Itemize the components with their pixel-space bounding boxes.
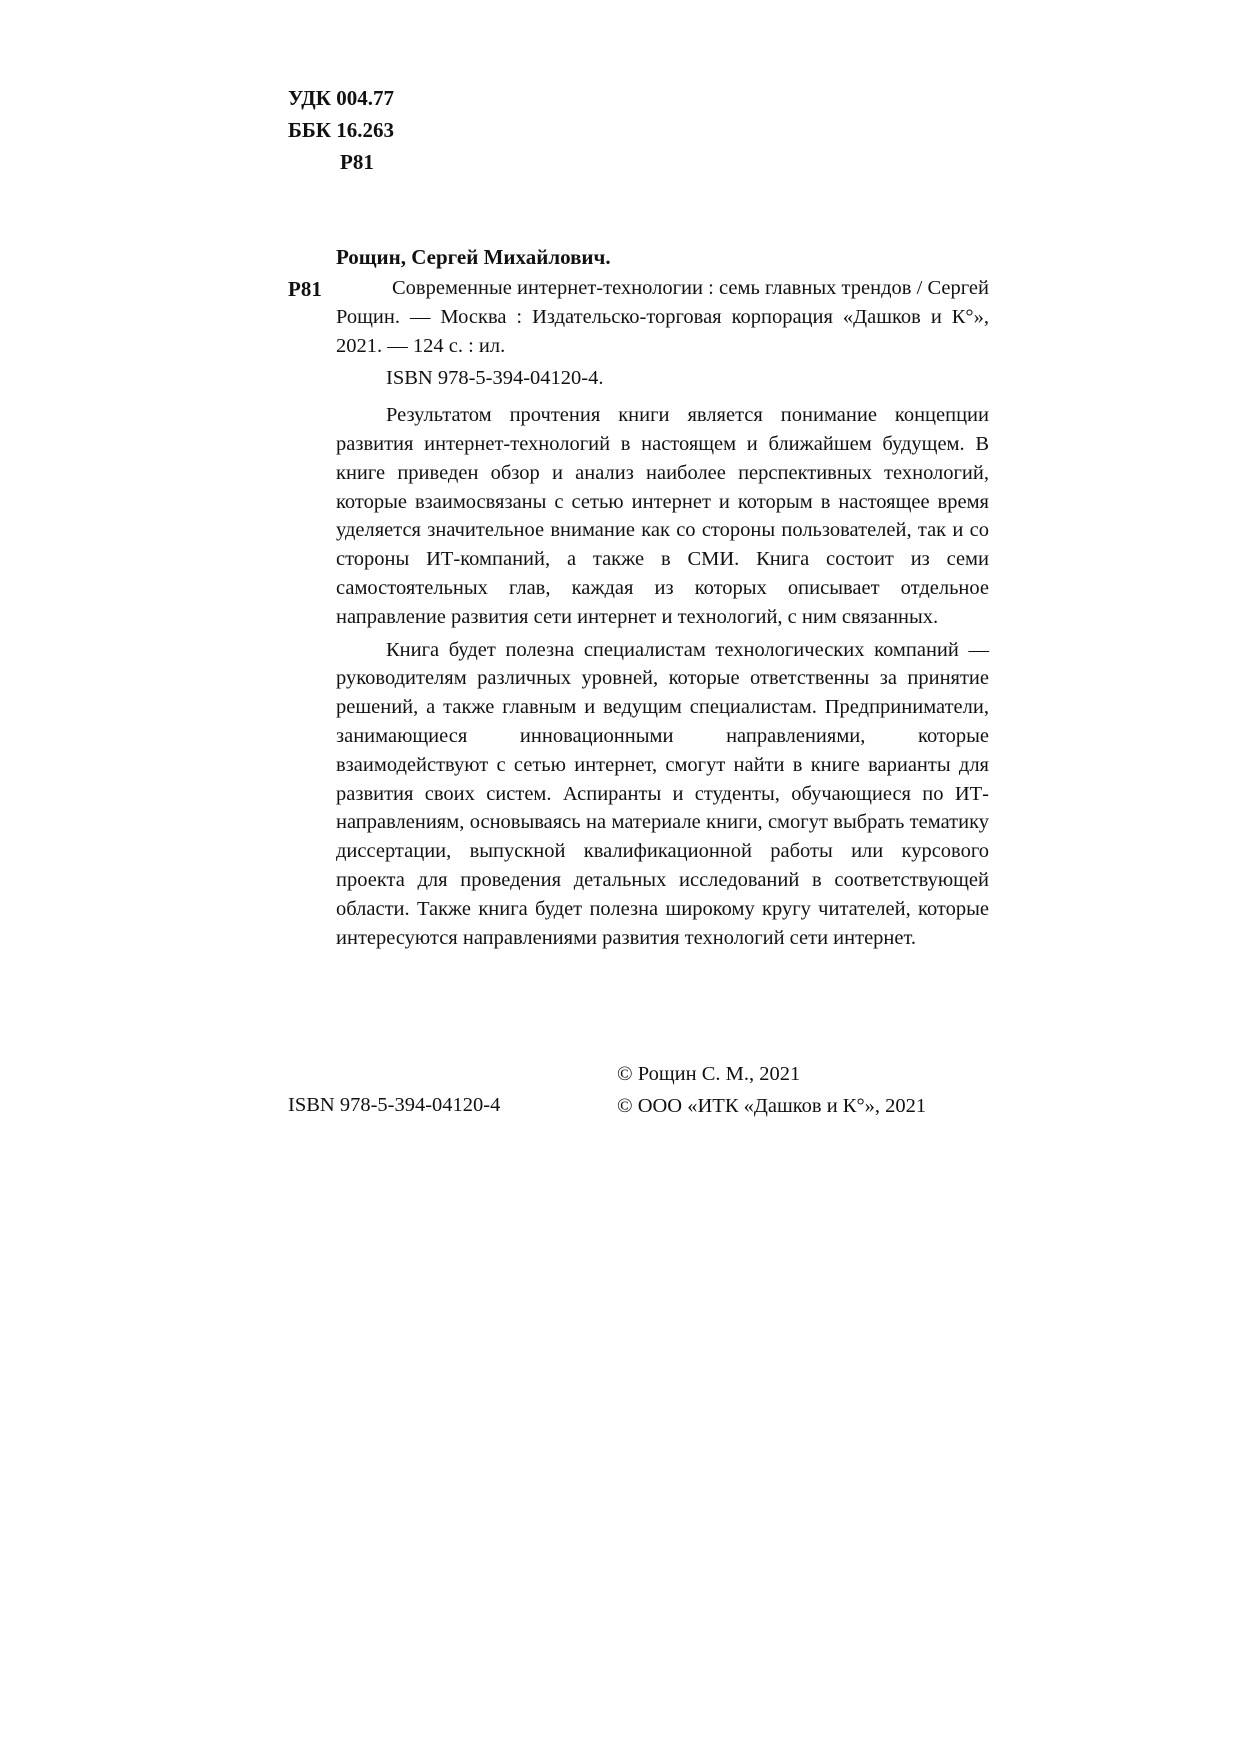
copyright-author: © Рощин С. М., 2021 <box>617 1063 801 1085</box>
copyright-block <box>617 1058 926 1122</box>
bibliographic-description: Современные интернет-технологии : семь главных трендов / Сергей Рощин. — Москва : Издательско-торговая корпорация «Дашков и К°», 2021. — 124 с. : ил. <box>336 277 989 357</box>
copyright-publisher: © ООО «ИТК «Дашков и К°», 2021 <box>617 1095 927 1117</box>
entry-isbn: ISBN 978-5-394-04120-4. <box>386 367 604 390</box>
entry-code-mark: Р81 <box>288 277 322 301</box>
annotation-paragraph-1: Результатом прочтения книги является понимание концепции развития интернет-технологий в настоящем и ближайшем будущем. В книге приведен обзор и анализ наиболее перспективных технологий, которые взаимосвязаны с сетью интернет и которым в настоящее время уделяется значительное внимание как со стороны пользователей, так и со стороны ИТ-компаний, а также в СМИ. Книга состоит из семи самостоятельных глав, каждая из которых описывает отдельное направление развития сети интернет и технологий, с ним связанных. <box>336 404 989 628</box>
annotation-paragraph-2: Книга будет полезна специалистам технологических компаний — руководителям различных уровней, которые ответственны за принятие решений, а также главным и ведущим специалистам. Предприниматели, занимающиеся инновационными направлениями, которые взаимодействуют с сетью интернет, смогут найти в книге варианты для развития своих систем. Аспиранты и студенты, обучающиеся по ИТ-направлениям, основываясь на материале книги, смогут выбрать тематику диссертации, выпускной квалификационной работы или курсового проекта для проведения детальных исследований в соответствующей области. Также книга будет полезна широкому кругу читателей, которые интересуются направлениями развития технологий сети интернет. <box>336 638 989 949</box>
bbk-code: ББК 16.263 <box>288 118 394 142</box>
author-mark: Р81 <box>340 150 374 174</box>
footer-isbn: ISBN 978-5-394-04120-4 <box>288 1094 501 1116</box>
author-heading: Рощин, Сергей Михайлович. <box>336 245 611 269</box>
catalog-entry <box>336 274 989 956</box>
udk-code: УДК 004.77 <box>288 86 394 110</box>
classification-block <box>288 82 394 178</box>
